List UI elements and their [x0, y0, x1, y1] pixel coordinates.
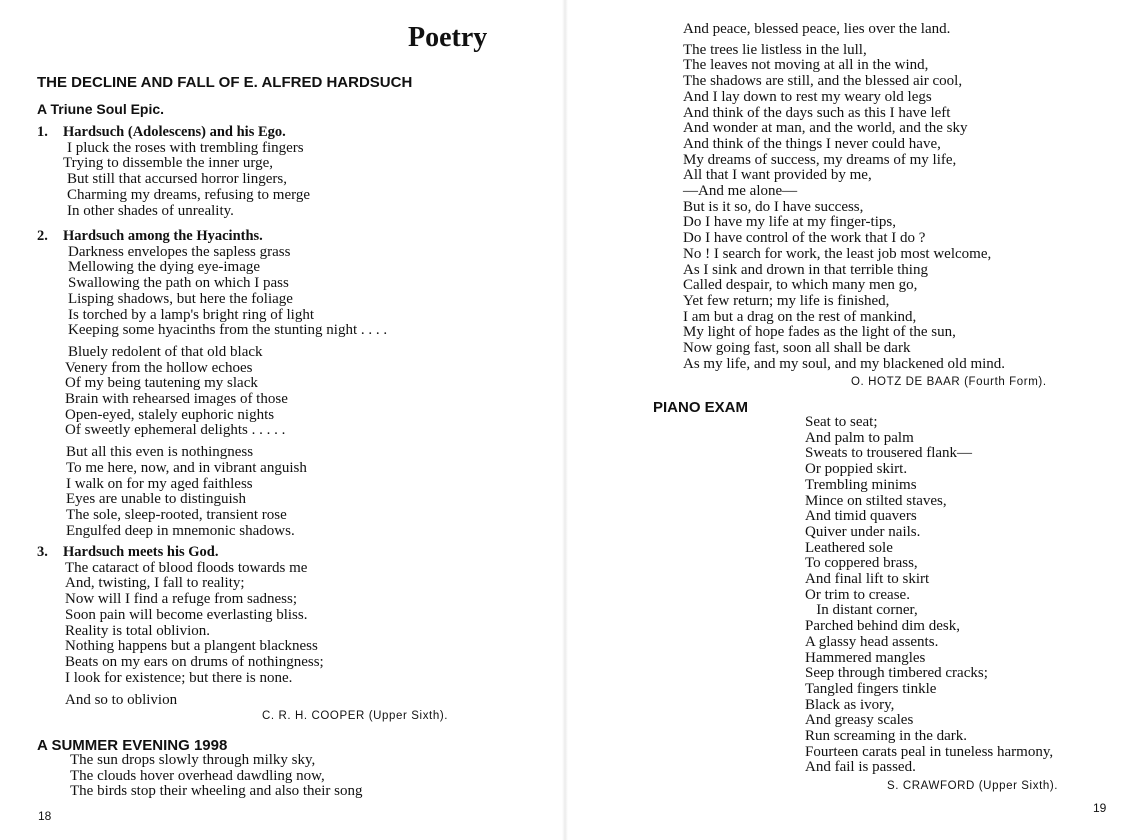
poem-line: Trying to dissemble the inner urge,	[63, 155, 273, 172]
poem-line: I walk on for my aged faithless	[66, 475, 253, 492]
poem-line: And so to oblivion	[65, 692, 178, 709]
poem-line: No ! I search for work, the least job most welcome,	[683, 245, 992, 262]
poem-line: Charming my dreams, refusing to merge	[67, 186, 311, 203]
poem-line: Seep through timbered cracks;	[805, 665, 988, 682]
section-number: 3.	[37, 544, 48, 560]
poem-line: Brain with rehearsed images of those	[65, 391, 288, 408]
poem-line: Now going fast, soon all shall be dark	[683, 340, 911, 357]
poem-line: Or trim to crease.	[805, 586, 910, 603]
poem-line: And wonder at man, and the world, and the sky	[683, 120, 968, 137]
stanza	[37, 561, 324, 709]
poem-line: In distant corner,	[805, 602, 918, 619]
poem-line: Run screaming in the dark.	[805, 728, 968, 745]
poem-line: I am but a drag on the rest of mankind,	[683, 308, 917, 325]
poem-line: Venery from the hollow echoes	[65, 359, 253, 376]
poem-title: THE DECLINE AND FALL OF E. ALFRED HARDSUCH	[37, 74, 413, 91]
poem-line: Bluely redolent of that old black	[68, 343, 263, 360]
poem-line: The birds stop their wheeling and also their song	[70, 783, 363, 800]
poem-line: Hammered mangles	[805, 649, 926, 666]
stanza	[37, 345, 387, 439]
poem-line: And think of the days such as this I have left	[683, 104, 951, 121]
poem-line: And I lay down to rest my weary old legs	[683, 88, 932, 105]
right-page	[565, 0, 1130, 840]
poem-line: Lisping shadows, but here the foliage	[68, 290, 293, 307]
poem-line: My dreams of success, my dreams of my life,	[683, 151, 957, 168]
poem-line: The cataract of blood floods towards me	[65, 559, 308, 576]
poem-line: And fail is passed.	[805, 759, 916, 776]
poem-line: Darkness envelopes the sapless grass	[68, 243, 291, 260]
poem-line: Keeping some hyacinths from the stunting night . . . .	[68, 322, 388, 339]
poem-line: And, twisting, I fall to reality;	[65, 575, 245, 592]
poem-line: And greasy scales	[805, 712, 914, 729]
section-title: Hardsuch (Adolescens) and his Ego.	[63, 124, 286, 140]
poem-section-3	[37, 545, 324, 709]
poem-line: Mince on stilted staves,	[805, 492, 947, 509]
poem-line: I pluck the roses with trembling fingers	[67, 139, 304, 156]
author-credit: O. HOTZ DE BAAR (Fourth Form).	[851, 376, 1047, 388]
poem-line: Black as ivory,	[805, 696, 895, 713]
poem-line: Of my being tautening my slack	[65, 375, 258, 392]
poem-line: And peace, blessed peace, lies over the land.	[683, 21, 951, 37]
poem-line: Tangled fingers tinkle	[805, 680, 937, 697]
poem-line: Engulfed deep in mnemonic shadows.	[66, 522, 295, 539]
poem-section-1	[37, 125, 310, 219]
section-title: Hardsuch among the Hyacinths.	[63, 228, 263, 244]
poem-line: Called despair, to which many men go,	[683, 277, 918, 294]
section-heading	[37, 125, 310, 141]
poem-line: A glassy head assents.	[805, 633, 939, 650]
poem-line: Nothing happens but a plangent blackness	[65, 638, 318, 655]
poem-section-2	[37, 229, 387, 539]
poem-line: The sole, sleep-rooted, transient rose	[66, 506, 287, 523]
poem-line: The leaves not moving at all in the wind,	[683, 57, 929, 74]
author-credit: S. CRAWFORD (Upper Sixth).	[887, 780, 1059, 792]
poem-line: In other shades of unreality.	[67, 202, 234, 219]
poem-line: Is torched by a lamp's bright ring of light	[68, 306, 314, 323]
section-heading	[37, 545, 324, 561]
poem-line: Seat to seat;	[805, 414, 878, 430]
section-number: 2.	[37, 228, 48, 244]
stanza	[37, 245, 387, 339]
poem-line: Swallowing the path on which I pass	[68, 275, 289, 292]
poem-line: My light of hope fades as the light of the sun,	[683, 324, 956, 341]
poem-line: Quiver under nails.	[805, 523, 921, 540]
poem-line: Reality is total oblivion.	[65, 622, 210, 639]
page-number: 18	[38, 809, 52, 823]
page-number: 19	[1093, 801, 1107, 815]
poem-line: Trembling minims	[805, 476, 917, 493]
section-number: 1.	[37, 124, 48, 140]
stanza	[37, 141, 310, 220]
poem-line: As my life, and my soul, and my blackened old mind.	[683, 355, 1006, 372]
stanza	[37, 445, 387, 539]
poem-line: Eyes are unable to distinguish	[66, 491, 246, 508]
poem-line: The clouds hover overhead dawdling now,	[70, 767, 325, 784]
poem-subtitle: A Triune Soul Epic.	[37, 101, 165, 117]
poem-line: Fourteen carats peal in tuneless harmony,	[805, 743, 1054, 760]
poem-line: Do I have my life at my finger-tips,	[683, 214, 896, 231]
poem-line: Sweats to trousered flank—	[805, 445, 973, 462]
stanza	[683, 22, 1005, 372]
poem-line: To coppered brass,	[805, 555, 918, 572]
poem-line: Soon pain will become everlasting bliss.	[65, 606, 308, 623]
poem-line: The sun drops slowly through milky sky,	[70, 752, 316, 768]
poem-line: And final lift to skirt	[805, 571, 930, 588]
section-title: Hardsuch meets his God.	[63, 544, 219, 560]
poem-title: A SUMMER EVENING 1998	[37, 737, 228, 754]
poem-title: PIANO EXAM	[653, 399, 749, 416]
poem-line: And palm to palm	[805, 429, 914, 446]
poem-line: Of sweetly ephemeral delights . . . . .	[65, 422, 286, 439]
stanza	[805, 415, 1053, 776]
poem-line: Parched behind dim desk,	[805, 618, 960, 635]
poem-line: All that I want provided by me,	[683, 167, 872, 184]
poem-line: Leathered sole	[805, 539, 893, 556]
poem-line: Open-eyed, stalely euphoric nights	[65, 406, 275, 423]
poem-line: Now will I find a refuge from sadness;	[65, 591, 298, 608]
poem-line: Yet few return; my life is finished,	[683, 292, 890, 309]
poem-line: Or poppied skirt.	[805, 461, 908, 478]
stanza	[70, 753, 362, 800]
poem-line: But all this even is nothingness	[66, 444, 254, 461]
poem-line: The trees lie listless in the lull,	[683, 41, 867, 58]
page-heading: Poetry	[408, 22, 488, 53]
poem-line: Do I have control of the work that I do ?	[683, 230, 926, 247]
poem-line: But is it so, do I have success,	[683, 198, 864, 215]
section-heading	[37, 229, 387, 245]
poem-line: I look for existence; but there is none.	[65, 669, 293, 686]
poem-line: To me here, now, and in vibrant anguish	[66, 459, 307, 476]
poem-line: Beats on my ears on drums of nothingness;	[65, 653, 324, 670]
poem-line: —And me alone—	[683, 183, 798, 200]
poem-line: And timid quavers	[805, 508, 917, 525]
poem-line: And think of the things I never could have,	[683, 135, 941, 152]
poem-line: The shadows are still, and the blessed air cool,	[683, 73, 963, 90]
poem-line: As I sink and drown in that terrible thing	[683, 261, 928, 278]
poem-line: But still that accursed horror lingers,	[67, 171, 287, 188]
author-credit: C. R. H. COOPER (Upper Sixth).	[262, 710, 449, 722]
poem-line: Mellowing the dying eye-image	[68, 259, 261, 276]
